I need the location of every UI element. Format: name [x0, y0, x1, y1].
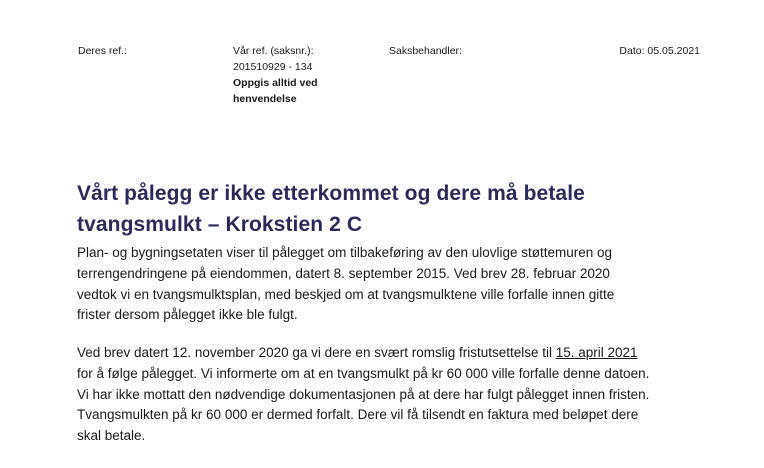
paragraph-2-line-5: skal betale. [77, 428, 146, 444]
document-title [77, 178, 717, 240]
deres-ref-block [78, 43, 127, 59]
vaar-ref-block [233, 43, 318, 107]
saksbehandler-label: Saksbehandler: [389, 45, 462, 57]
paragraph-2-line-1: Ved brev datert 12. november 2020 ga vi dere en svært romslig fristutsettelse til [77, 345, 556, 360]
title-line-2: tvangsmulkt – Krokstien 2 C [77, 213, 363, 236]
paragraph-1-line-1: Plan- og bygningsetaten viser til pålegget om tilbakeføring av den ulovlige støttemuren og [77, 245, 613, 260]
vaar-ref-label: Vår ref. (saksnr.): [233, 45, 314, 57]
deres-ref-label: Deres ref.: [78, 45, 128, 57]
date-block [619, 43, 700, 59]
paragraph-2-line-3: Vi har ikke mottatt den nødvendige dokumentasjonen på at dere har fulgt pålegget innen fristen. [77, 386, 650, 402]
paragraph-1 [77, 243, 717, 326]
vaar-ref-note-line2: henvendelse [233, 93, 297, 105]
paragraph-1-line-4: frister dersom pålegget ikke ble fulgt. [77, 307, 298, 323]
paragraph-1-line-3: vedtok vi en tvangsmulktsplan, med beskjed om at tvangsmulktene ville forfalle innen gitte [77, 286, 615, 302]
vaar-ref-value: 201510929 - 134 [233, 61, 313, 73]
paragraph-2 [77, 343, 717, 447]
date-text: Dato: 05.05.2021 [619, 45, 700, 57]
saksbehandler-block [389, 43, 462, 59]
deadline-date: 15. april 2021 [555, 345, 638, 360]
paragraph-2-line-2: for å følge pålegget. Vi informerte om at en tvangsmulkt på kr 60 000 ville forfalle denne datoen. [77, 365, 650, 381]
paragraph-2-line-4: Tvangsmulkten på kr 60 000 er dermed forfalt. Dere vil få tilsendt en faktura med beløpet dere [77, 407, 639, 423]
vaar-ref-note-line1: Oppgis alltid ved [233, 77, 318, 89]
paragraph-1-line-2: terrengendringene på eiendommen, datert 8. september 2015. Ved brev 28. februar 2020 [77, 265, 610, 281]
title-line-1: Vårt pålegg er ikke etterkommet og dere må betale [77, 182, 585, 205]
